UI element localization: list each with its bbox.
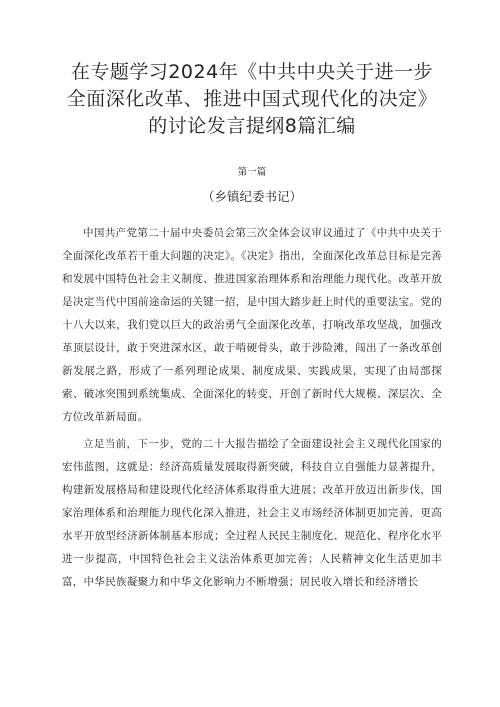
document-body [62,222,442,594]
document-title [62,0,442,140]
body-paragraph-1: 中国共产党第二十届中央委员会第三次全体会议审议通过了《中共中央关于全面深化改革若干重大问题的决定》。《决定》指出，全面深化改革总目标是完善和发展中国特色社会主义制度、推进国家治理体系和治理能力现代化。改革开放是决定当代中国前途命运的关键一招，是中国大踏步赶上时代的重要法宝。党的十八大以来，我们党以巨大的政治勇气全面深化改革，打响改革攻坚战，加强改革顶层设计，敢于突进深水区，敢于啃硬骨头，敢于涉险滩，闯出了一条改革创新发展之路，形成了一系列理论成果、制度成果、实践成果，实现了由局部探索、破冰突围到系统集成、全面深化的转变，开创了新时代大规模、深层次、全方位改革新局面。 [62,227,442,423]
title-line-1: 在专题学习2024年《中共中央关于进一步 [70,61,434,83]
title-line-3: 的讨论发言提纲8篇汇编 [148,115,356,137]
body-paragraph-2: 立足当前，下一步，党的二十大报告描绘了全面建设社会主义现代化国家的宏伟蓝图，这就是：经济高质量发展取得新突破，科技自立自强能力显著提升，构建新发展格局和建设现代化经济体系取得重大进展；改革开放迈出新步伐，国家治理体系和治理能力现代化深入推进，社会主义市场经济体制更加完善，更高水平开放型经济新体制基本形成；全过程人民民主制度化、规范化、程序化水平进一步提高，中国特色社会主义法治体系更加完善；人民精神文化生活更加丰富，中华民族凝聚力和中华文化影响力不断增强；居民收入增长和经济增长 [62,438,442,588]
section-label: 第一篇 [237,167,267,178]
speaker-subtitle: （乡镇纪委书记） [201,189,302,204]
title-line-2: 全面深化改革、推进中国式现代化的决定》 [66,88,438,110]
